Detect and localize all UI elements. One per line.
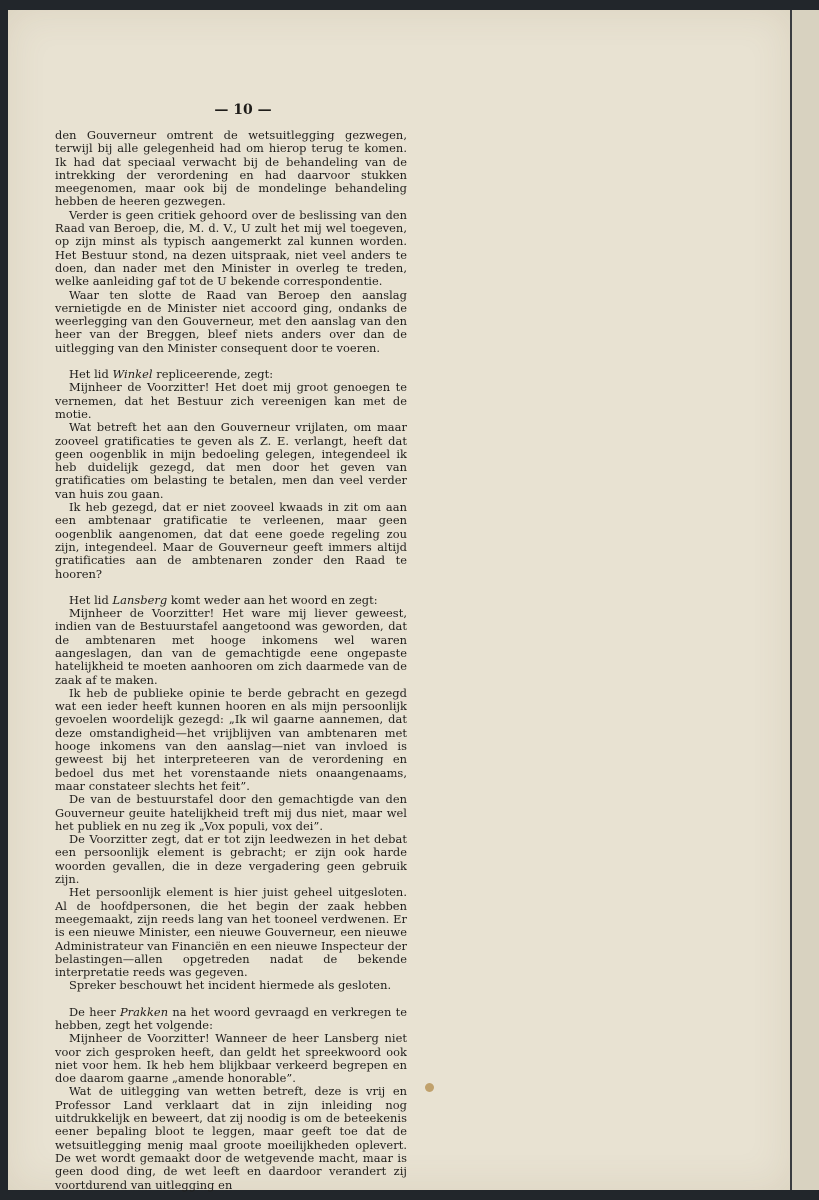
paragraph: Wat de uitlegging van wetten betreft, deze is vrij en Professor Land verklaart dat in zijn inleiding nog uitdrukkelijk en beweert, dat zij noodig is om de beteekenis eener bepaling bloot te leggen, maar geeft toe dat de wetsuitlegging menig maal groote moeilijkheden oplevert. De wet wordt gemaakt door de wetgevende macht, maar is geen dood ding, de wet leeft en daardoor verandert zij voortdurend van uitlegging en <box>55 1084 407 1192</box>
paragraph: Mijnheer de Voorzitter! Wanneer de heer Lansberg niet voor zich gesproken heeft, dan geldt het spreekwoord ook niet voor hem. Ik heb hem blijkbaar verkeerd begrepen en doe daarom gaarne „amende honorable”. <box>55 1031 407 1086</box>
paragraph: Spreker beschouwt het incident hiermede als gesloten. <box>69 978 392 993</box>
speaker-prefix: Het lid <box>69 367 113 382</box>
paragraph: De Voorzitter zegt, dat er tot zijn leedwezen in het debat een persoonlijk element is gebracht; er zijn ook harde woorden gevallen, die in deze vergadering geen gebruik zijn. <box>55 832 407 887</box>
speaker-suffix: komt weder aan het woord en zegt: <box>167 592 378 607</box>
adjacent-page-edge <box>790 10 819 1190</box>
speaker-suffix: repliceerende, zegt: <box>152 367 274 382</box>
paragraph: Wat betreft het aan den Gouverneur vrijlaten, om maar zooveel gratificaties te geven als Z. E. verlangt, heeft dat geen oogenblik in mijn bedoeling gelegen, integendeel ik heb duidelijk gezegd, dat men door het geven van gratificaties om belasting te betalen, men dan veel verder van huis zou gaan. <box>55 420 407 501</box>
paragraph: Verder is geen critiek gehoord over de beslissing van den Raad van Beroep, die, M. d. V., U zult het mij wel toegeven, op zijn minst als typisch aangemerkt zal kunnen worden. Het Bestuur stond, na dezen uitspraak, niet veel anders te doen, dan nader met den Minister in overleg te treden, welke aanleiding gaf tot de U bekende correspondentie. <box>55 207 407 289</box>
speaker-name: Lansberg <box>112 592 168 607</box>
paragraph: De van de bestuurstafel door den gemachtigde van den Gouverneur geuite hatelijkheid treft mij dus niet, maar wel het publiek en nu zeg ik „Vox populi, vox dei”. <box>55 792 407 833</box>
speaker-intro-winkel <box>55 368 407 381</box>
document-page <box>8 10 790 1190</box>
paragraph: Mijnheer de Voorzitter! Het doet mij groot genoegen te vernemen, dat het Bestuur zich vereenigen kan met de motie. <box>55 380 407 421</box>
paragraph: Waar ten slotte de Raad van Beroep den aanslag vernietigde en de Minister niet accoord ging, ondanks de weerlegging van den Gouverneur, met den aanslag van den heer van der Breggen, bleef niets anders over dan de uitlegging van den Minister consequent door te voeren. <box>55 287 407 355</box>
text-column <box>55 129 407 1192</box>
speaker-name: Winkel <box>112 367 153 382</box>
speaker-suffix: na het woord gevraagd en verkregen te hebben, zegt het volgende: <box>55 1004 408 1032</box>
speaker-name: Prakken <box>119 1004 169 1019</box>
paragraph: Ik heb de publieke opinie te berde gebracht en gezegd wat een ieder heeft kunnen hooren en als mijn persoonlijk gevoelen woordelijk gezegd: „Ik wil gaarne aannemen, dat deze omstandigheid—het vrijblijven van ambtenaren met hooge inkomens van den aanslag—niet van invloed is geweest bij het interpreteeren van de verordening en bedoel dus met het vorenstaande niets onaangenaams, maar constateer slechts het feit”. <box>55 685 407 793</box>
speaker-intro-prakken <box>55 1006 407 1033</box>
speaker-prefix: Het lid <box>69 592 113 607</box>
speaker-intro-lansberg <box>55 594 407 607</box>
paragraph: Mijnheer de Voorzitter! Het ware mij liever geweest, indien van de Bestuurstafel aangetoond was geworden, dat de ambtenaren met hooge inkomens wel waren aangeslagen, dan van de gemachtigde eene ongepaste hatelijkheid te moeten aanhooren om zich daarmede van de zaak af te maken. <box>55 606 407 687</box>
paragraph: den Gouverneur omtrent de wetsuitlegging gezwegen, terwijl bij alle gelegenheid had om hierop terug te komen. Ik had dat speciaal verwacht bij de behandeling van de intrekking der verordening en had daarvoor stukken meegenomen, maar ook bij de mondelinge behandeling hebben de heeren gezwegen. <box>55 128 407 209</box>
paragraph: Het persoonlijk element is hier juist geheel uitgesloten. Al de hoofdpersonen, die het begin der zaak hebben meegemaakt, zijn reeds lang van het tooneel verdwenen. Er is een nieuwe Minister, een nieuwe Gouverneur, een nieuwe Administrateur van Financiën en een nieuwe Inspecteur der belastingen—allen opgetreden nadat de bekende interpretatie reeds was gegeven. <box>55 885 407 980</box>
page-number: — 10 — <box>214 102 272 118</box>
paragraph: Ik heb gezegd, dat er niet zooveel kwaads in zit om aan een ambtenaar gratificatie te verleenen, maar geen oogenblik aangenomen, dat dat eene goede regeling zou zijn, integendeel. Maar de Gouverneur geeft immers altijd gratificaties aan de ambtenaren zonder den Raad te hooren? <box>55 500 407 581</box>
paper-stain <box>425 1083 434 1092</box>
speaker-prefix: De heer <box>69 1004 120 1019</box>
